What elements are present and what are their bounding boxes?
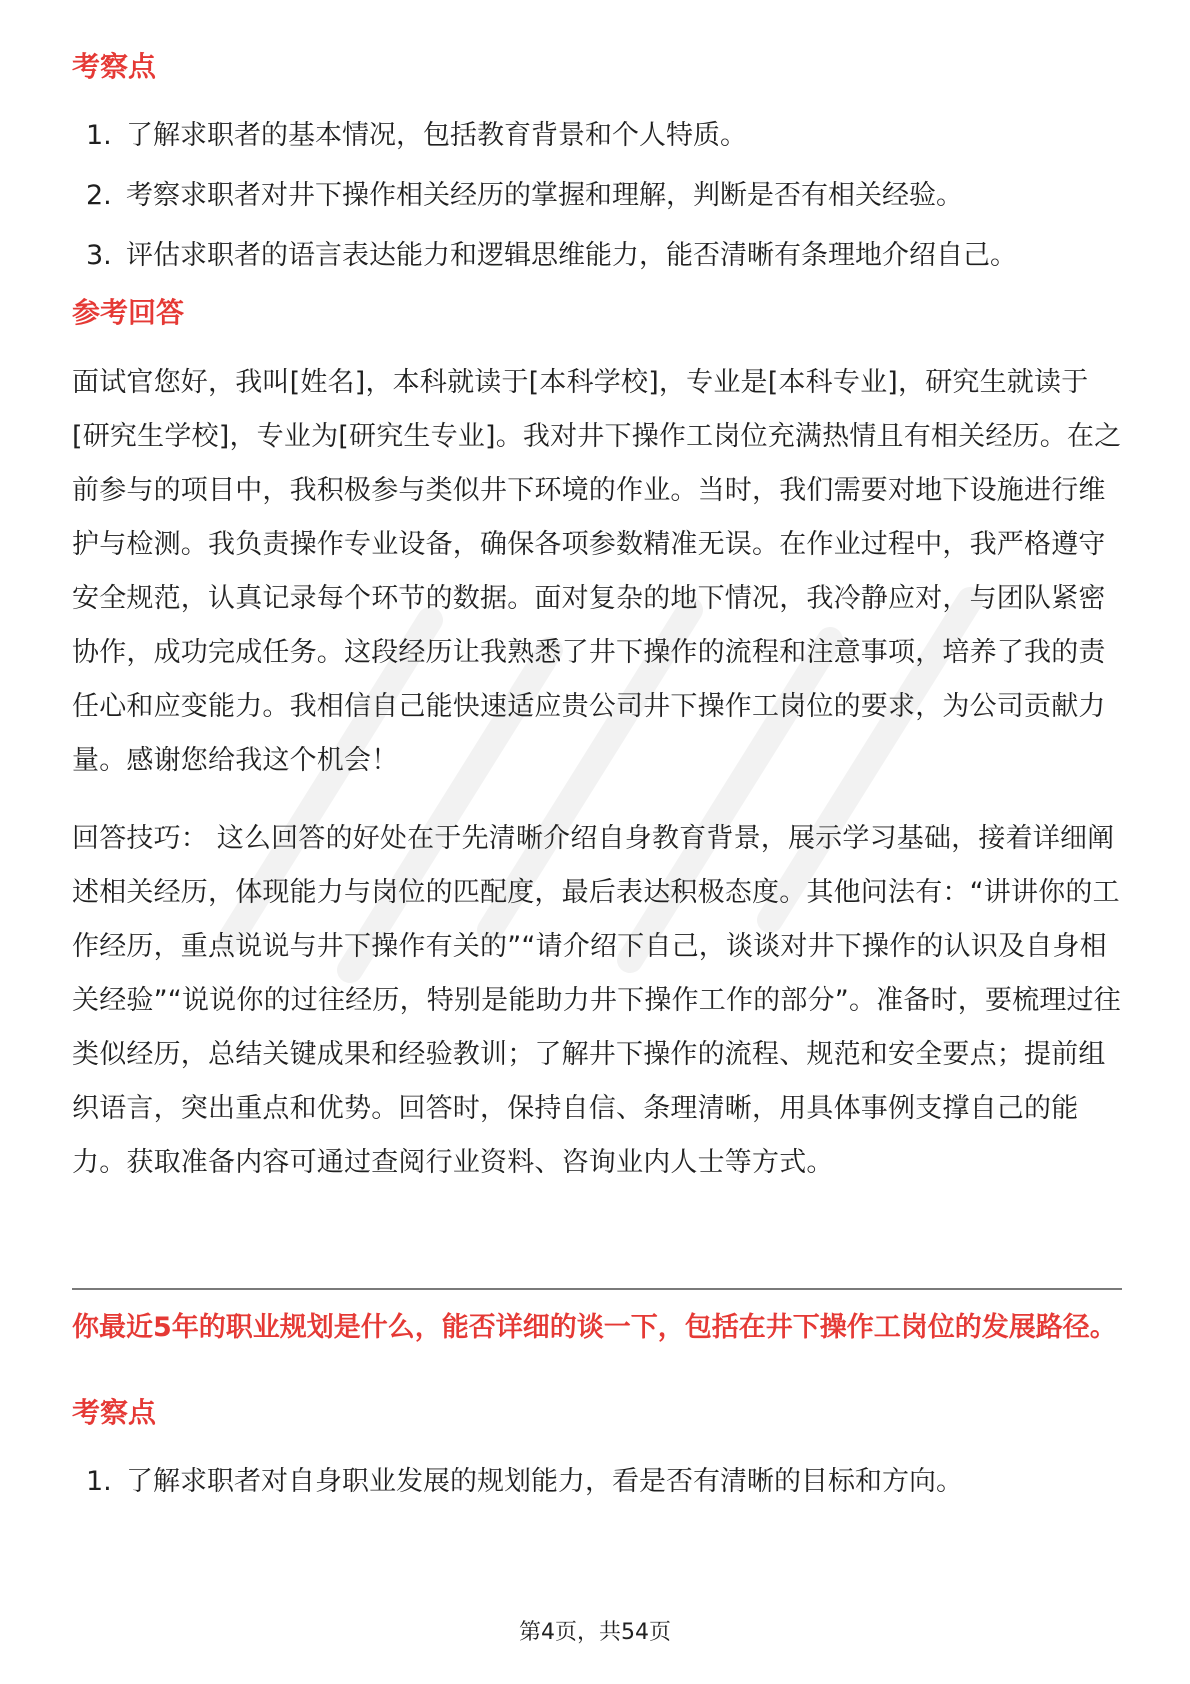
list-item-text: 了解求职者的基本情况，包括教育背景和个人特质。 (126, 120, 747, 151)
kaocha-list (86, 116, 1017, 296)
interview-question: 你最近5年的职业规划是什么，能否详细的谈一下，包括在井下操作工岗位的发展路径。 (72, 1312, 1117, 1343)
section-heading-kaocha: 考察点 (72, 50, 157, 83)
list-item-text: 考察求职者对井下操作相关经历的掌握和理解，判断是否有相关经验。 (126, 180, 963, 211)
page-number-footer: 第4页，共54页 (519, 1620, 671, 1645)
section-heading-kaocha-2: 考察点 (72, 1396, 157, 1429)
kaocha-list-2 (86, 1462, 963, 1522)
list-item-number: 1. (86, 1466, 112, 1497)
section-heading-answer: 参考回答 (72, 296, 185, 329)
list-item (86, 176, 1017, 236)
list-item (86, 236, 1017, 296)
list-item-number: 3. (86, 240, 112, 271)
list-item (86, 116, 1017, 176)
list-item-text: 了解求职者对自身职业发展的规划能力，看是否有清晰的目标和方向。 (126, 1466, 963, 1497)
document-page (72, 0, 1122, 1684)
list-item-number: 1. (86, 120, 112, 151)
list-item-number: 2. (86, 180, 112, 211)
section-divider (72, 1288, 1122, 1290)
list-item-text: 评估求职者的语言表达能力和逻辑思维能力，能否清晰有条理地介绍自己。 (126, 240, 1017, 271)
tips-paragraph: 回答技巧： 这么回答的好处在于先清晰介绍自身教育背景，展示学习基础，接着详细阐述相关经历，体现能力与岗位的匹配度，最后表达积极态度。其他问法有：“讲讲你的工作经历，重点说说与井下操作有关的”“请介绍下自己，谈谈对井下操作的认识及自身相关经验”“说说你的过往经历，特别是能助力井下操作工作的部分”。准备时，要梳理过往类似经历，总结关键成果和经验教训；了解井下操作的流程、规范和安全要点；提前组织语言，突出重点和优势。回答时，保持自信、条理清晰，用具体事例支撑自己的能力。获取准备内容可通过查阅行业资料、咨询业内人士等方式。 (72, 823, 1121, 1178)
list-item (86, 1462, 963, 1522)
answer-paragraph: 面试官您好，我叫[姓名]，本科就读于[本科学校]，专业是[本科专业]，研究生就读于[研究生学校]，专业为[研究生专业]。我对井下操作工岗位充满热情且有相关经历。在之前参与的项目中，我积极参与类似井下环境的作业。当时，我们需要对地下设施进行维护与检测。我负责操作专业设备，确保各项参数精准无误。在作业过程中，我严格遵守安全规范，认真记录每个环节的数据。面对复杂的地下情况，我冷静应对，与团队紧密协作，成功完成任务。这段经历让我熟悉了井下操作的流程和注意事项，培养了我的责任心和应变能力。我相信自己能快速适应贵公司井下操作工岗位的要求，为公司贡献力量。感谢您给我这个机会！ (72, 367, 1122, 776)
